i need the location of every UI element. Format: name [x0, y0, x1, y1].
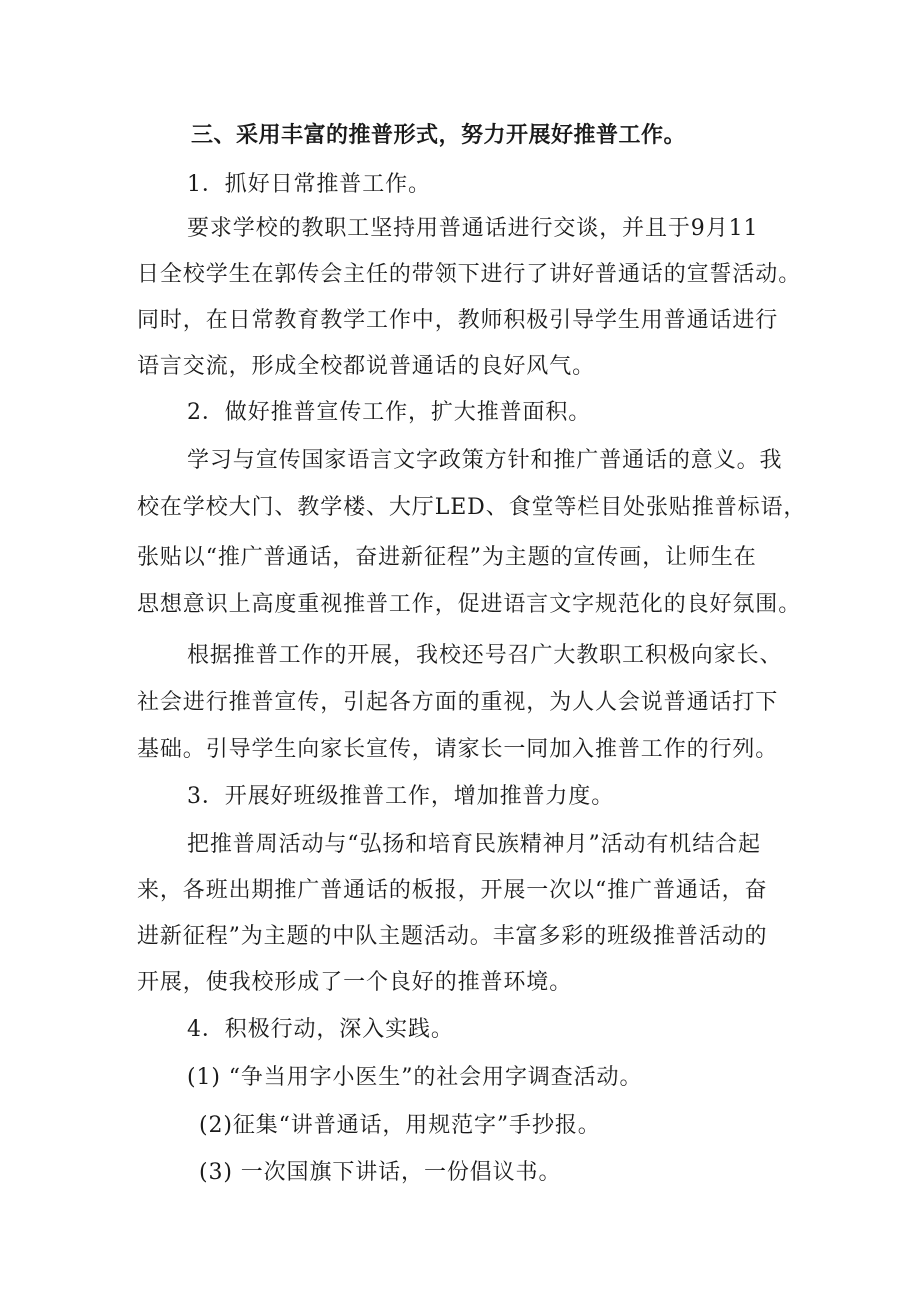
paragraph-line: 张贴以“推广普通话，奋进新征程”为主题的宣传画，让师生在 — [137, 545, 757, 570]
subsection-heading-2: 2．做好推普宣传工作，扩大推普面积。 — [187, 400, 592, 425]
paragraph-line: 开展，使我校形成了一个良好的推普环境。 — [137, 970, 573, 995]
section-heading: 三、采用丰富的推普形式，努力开展好推普工作。 — [191, 123, 687, 148]
paragraph-line: 进新征程”为主题的中队主题活动。丰富多彩的班级推普活动的 — [137, 924, 768, 949]
list-item: (1) “争当用字小医生”的社会用字调查活动。 — [187, 1065, 643, 1090]
paragraph-line: 同时，在日常教育教学工作中，教师积极引导学生用普通话进行 — [137, 308, 779, 333]
paragraph-line: 基础。引导学生向家长宣传，请家长一同加入推普工作的行列。 — [137, 737, 779, 762]
paragraph-line: 思想意识上高度重视推普工作，促进语言文字规范化的良好氛围。 — [137, 592, 802, 617]
subsection-heading-1: 1．抓好日常推普工作。 — [187, 172, 431, 197]
paragraph-line: 根据推普工作的开展，我校还号召广大教职工积极向家长、 — [187, 643, 783, 668]
paragraph-line: 来，各班出期推广普通话的板报，开展一次以“推广普通话，奋 — [137, 878, 768, 903]
paragraph-line: 社会进行推普宣传，引起各方面的重视，为人人会说普通话打下 — [137, 690, 779, 715]
paragraph-line: 语言交流，形成全校都说普通话的良好风气。 — [137, 354, 596, 379]
paragraph-line: 日全校学生在郭传会主任的带领下进行了讲好普通话的宣誓活动。 — [137, 262, 802, 287]
paragraph-line: 要求学校的教职工坚持用普通话进行交谈，并且于9月11 — [187, 216, 759, 241]
paragraph-line: 学习与宣传国家语言文字政策方针和推广普通话的意义。我 — [187, 448, 783, 473]
paragraph-line: 把推普周活动与“弘扬和培育民族精神月”活动有机结合起 — [187, 832, 761, 857]
subsection-heading-4: 4．积极行动，深入实践。 — [187, 1017, 454, 1042]
list-item: (2)征集“讲普通话，用规范字”手抄报。 — [199, 1113, 601, 1138]
subsection-heading-3: 3．开展好班级推普工作，增加推普力度。 — [187, 784, 615, 809]
list-item: (3) 一次国旗下讲话，一份倡议书。 — [199, 1160, 562, 1185]
paragraph-line: 校在学校大门、教学楼、大厅LED、食堂等栏目处张贴推普标语， — [137, 495, 807, 520]
